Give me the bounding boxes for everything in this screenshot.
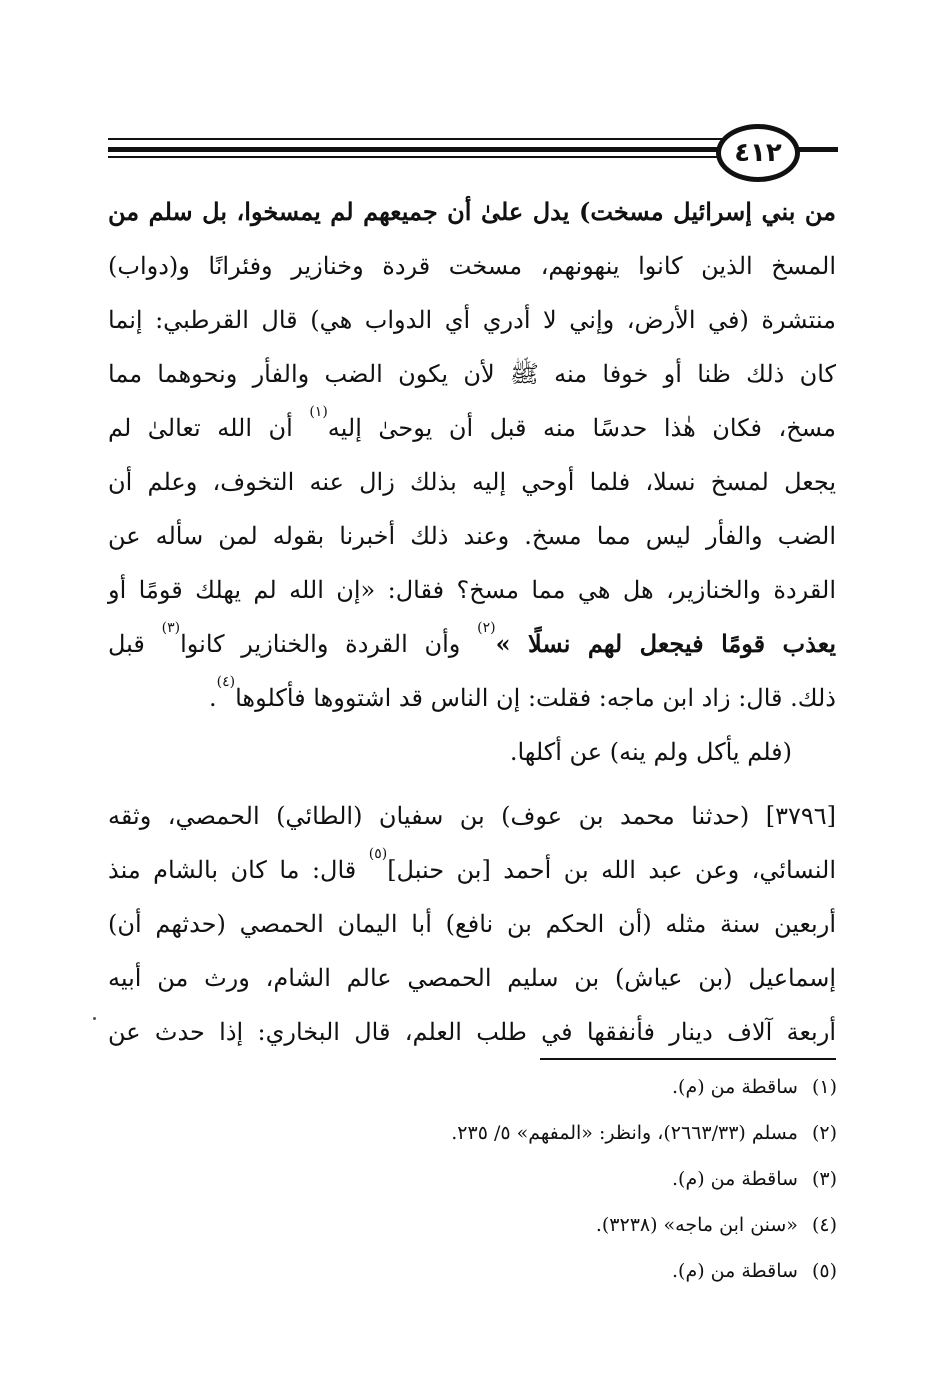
header-rule-thin-bottom <box>108 156 748 158</box>
header-ornament-tail <box>796 147 838 152</box>
text-line-2 <box>108 239 836 293</box>
text-line-9 <box>108 617 836 671</box>
text-run: يعذب قومًا فيجعل لهم نسلًا » <box>495 629 836 658</box>
text-run: [٣٧٩٦] (حدثنا محمد بن عوف) بن سفيان (الطائي) الحمصي، وثقه <box>108 802 836 830</box>
text-run: وأن القردة والخنازير كانوا <box>180 630 478 658</box>
paragraph-gap <box>108 779 836 789</box>
text-line-5 <box>108 401 836 455</box>
footnote-text: ساقطة من (م). <box>672 1076 798 1098</box>
page-number: ٤١٢ <box>734 138 782 168</box>
footnote-number: (٤) <box>811 1214 837 1236</box>
page-header <box>108 118 838 180</box>
text-line-16 <box>108 1005 836 1059</box>
footnote-number: (٣) <box>811 1168 837 1190</box>
text-line-6 <box>108 455 836 509</box>
page-number-badge <box>716 124 800 182</box>
text-run: النسائي، وعن عبد الله بن أحمد [بن حنبل] <box>387 856 836 884</box>
footnote-text: مسلم (٢٦٦٣/٣٣)، وانظر: «المفهم» ٥/ ٢٣٥. <box>451 1122 798 1144</box>
margin-speck <box>93 1017 96 1020</box>
footnotes <box>277 1064 837 1294</box>
text-run: كان ذلك ظنا أو خوفا منه ﷺ لأن يكون الضب والفأر ونحوهما مما <box>108 360 836 388</box>
footnote-text: «سنن ابن ماجه» (٣٢٣٨). <box>595 1214 798 1236</box>
text-run: من بني إسرائيل مسخت) يدل علىٰ أن جميعهم لم يمسخوا، بل سلم من <box>108 197 836 226</box>
footnote-number: (٥) <box>811 1260 837 1282</box>
text-run: ذلك. قال: زاد ابن ماجه: فقلت: إن الناس قد اشتووها فأكلوها <box>235 684 836 712</box>
footnote-number: (١) <box>811 1076 837 1098</box>
text-run: المسخ الذين كانوا ينهونهم، مسخت قردة وخنازير وفئرانًا و(دواب) <box>108 252 836 280</box>
text-line-7 <box>108 509 836 563</box>
header-rule-thin-top <box>108 138 748 140</box>
text-run: أن الله تعالىٰ لم <box>108 414 310 442</box>
footnote-text: ساقطة من (م). <box>672 1260 798 1282</box>
footnote-ref-3[interactable]: (٣) <box>161 620 181 636</box>
text-run: أربعة آلاف دينار فأنفقها في طلب العلم، قال البخاري: إذا حدث عن <box>108 1018 836 1046</box>
text-run: أربعين سنة مثله (أن الحكم بن نافع) أبا اليمان الحمصي (حدثهم أن) <box>108 910 836 938</box>
text-line-12 <box>108 789 836 843</box>
footnote-separator <box>540 1058 836 1060</box>
footnote-4 <box>277 1202 837 1248</box>
text-line-10 <box>108 671 836 725</box>
footnote-2 <box>277 1110 837 1156</box>
text-run: . <box>209 684 217 712</box>
text-line-13 <box>108 843 836 897</box>
text-line-1 <box>108 185 836 239</box>
footnote-text: ساقطة من (م). <box>672 1168 798 1190</box>
text-line-3 <box>108 293 836 347</box>
text-run: قبل <box>108 630 162 658</box>
text-run: يجعل لمسخ نسلا، فلما أوحي إليه بذلك زال عنه التخوف، وعلم أن <box>108 468 836 496</box>
text-line-4 <box>108 347 836 401</box>
footnote-ref-1[interactable]: (١) <box>309 404 328 420</box>
footnote-number: (٢) <box>811 1122 837 1144</box>
text-line-14 <box>108 897 836 951</box>
text-run: (فلم يأكل ولم ينه) عن أكلها. <box>509 738 792 766</box>
main-text <box>108 185 836 1059</box>
footnote-5 <box>277 1248 837 1294</box>
text-run: مسخ، فكان هٰذا حدسًا منه قبل أن يوحىٰ إليه <box>327 414 836 442</box>
text-run: إسماعيل (بن عياش) بن سليم الحمصي عالم الشام، ورث من أبيه <box>108 964 836 992</box>
footnote-3 <box>277 1156 837 1202</box>
footnote-ref-5[interactable]: (٥) <box>368 846 388 862</box>
footnote-1 <box>277 1064 837 1110</box>
text-run: الضب والفأر ليس مما مسخ. وعند ذلك أخبرنا بقوله لمن سأله عن <box>108 522 836 550</box>
footnote-ref-2[interactable]: (٢) <box>477 620 496 636</box>
text-run: القردة والخنازير، هل هي مما مسخ؟ فقال: «إن الله لم يهلك قومًا أو <box>108 576 836 604</box>
text-line-11 <box>108 725 836 779</box>
text-line-15 <box>108 951 836 1005</box>
text-run: قال: ما كان بالشام منذ <box>108 856 369 884</box>
text-line-8 <box>108 563 836 617</box>
text-run: منتشرة (في الأرض، وإني لا أدري أي الدواب هي) قال القرطبي: إنما <box>108 306 836 334</box>
footnote-ref-4[interactable]: (٤) <box>216 674 236 690</box>
header-rule-thick <box>108 147 748 152</box>
